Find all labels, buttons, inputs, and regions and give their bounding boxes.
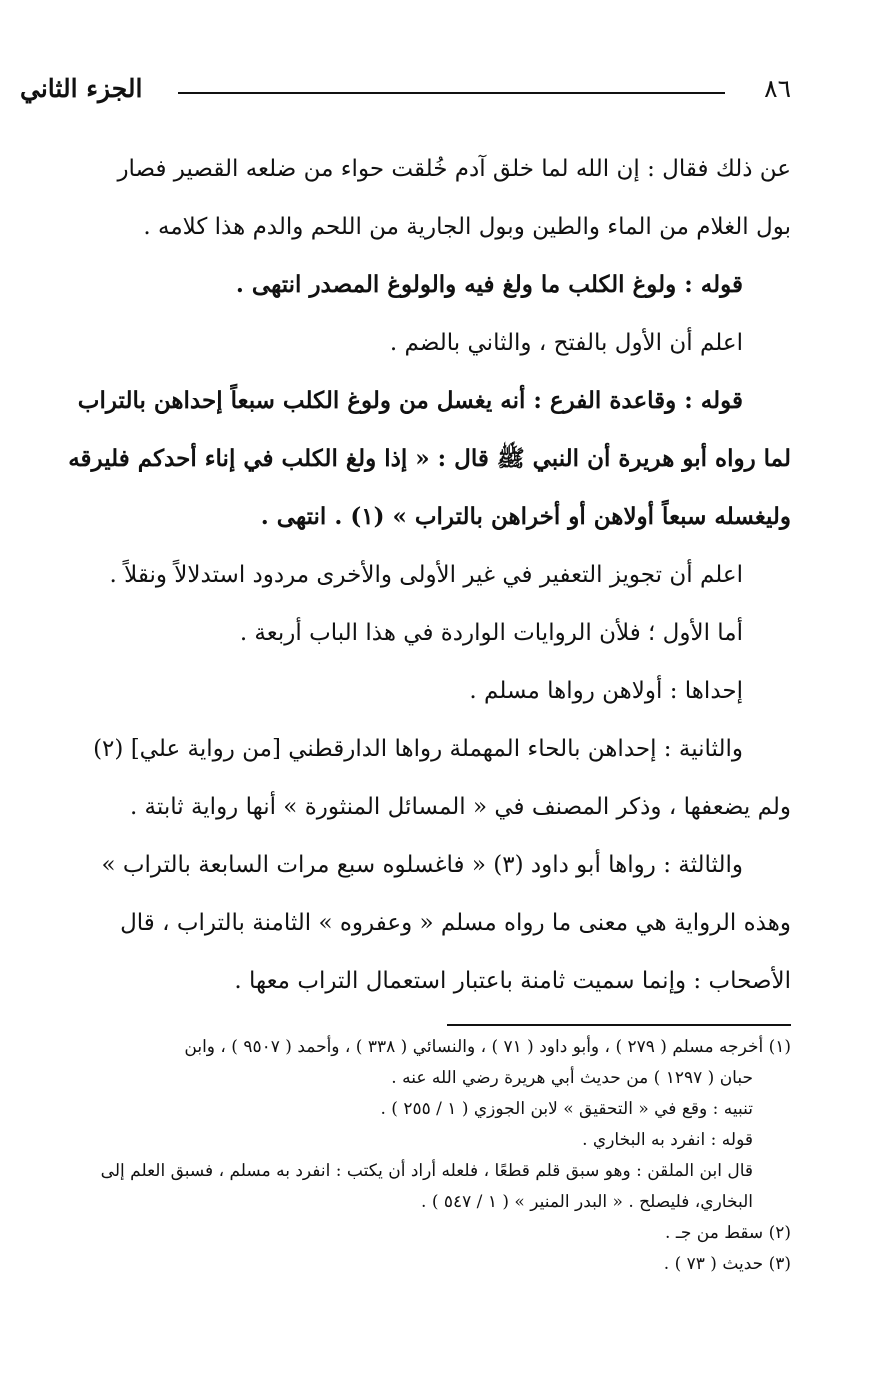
text-line: اعلم أن تجويز التعفير في غير الأولى والأخرى مردود استدلالاً ونقلاً .	[109, 562, 743, 588]
footnote-separator	[447, 1024, 791, 1026]
text-line: قوله : ولوغ الكلب ما ولغ فيه والولوغ المصدر انتهى .	[235, 271, 743, 298]
text-line: وليغسله سبعاً أولاهن أو أخراهن بالتراب » (١) . انتهى .	[260, 503, 791, 530]
footnotes	[24, 1032, 791, 1280]
footnote-line: تنبيه : وقع في « التحقيق » لابن الجوزي ( ١ / ٢٥٥ ) .	[380, 1099, 753, 1119]
text-line: لما رواه أبو هريرة أن النبي ﷺ قال : « إذا ولغ الكلب في إناء أحدكم فليرقه	[68, 445, 791, 472]
text-line: وهذه الرواية هي معنى ما رواه مسلم « وعفروه » الثامنة بالتراب ، قال	[120, 910, 791, 936]
main-text	[24, 140, 791, 1010]
text-line: عن ذلك فقال : إن الله لما خلق آدم خُلقت حواء من ضلعه القصير فصار	[117, 156, 791, 182]
text-line: والثالثة : رواها أبو داود (٣) « فاغسلوه سبع مرات السابعة بالتراب »	[101, 852, 743, 878]
footnote-line: (١) أخرجه مسلم ( ٢٧٩ ) ، وأبو داود ( ٧١ ) ، والنسائي ( ٣٣٨ ) ، وأحمد ( ٩٥٠٧ ) ، وابن	[184, 1037, 791, 1057]
header-rule	[178, 92, 725, 94]
text-line: ولم يضعفها ، وذكر المصنف في « المسائل المنثورة » أنها رواية ثابتة .	[129, 794, 791, 820]
text-line: بول الغلام من الماء والطين وبول الجارية من اللحم والدم هذا كلامه .	[143, 214, 791, 240]
text-line: قوله : وقاعدة الفرع : أنه يغسل من ولوغ الكلب سبعاً إحداهن بالتراب	[77, 387, 743, 414]
footnote-line: البخاري، فليصلح . « البدر المنير » ( ١ / ٥٤٧ ) .	[421, 1192, 753, 1212]
page-number: ٨٦	[764, 74, 791, 103]
text-line: الأصحاب : وإنما سميت ثامنة باعتبار استعمال التراب معها .	[234, 968, 791, 994]
text-line: والثانية : إحداهن بالحاء المهملة رواها الدارقطني [من رواية علي] (٢)	[93, 736, 743, 762]
text-line: أما الأول ؛ فلأن الروايات الواردة في هذا الباب أربعة .	[239, 620, 743, 646]
footnote-line: قال ابن الملقن : وهو سبق قلم قطعًا ، فلعله أراد أن يكتب : انفرد به مسلم ، فسبق العلم إلى	[100, 1161, 753, 1181]
footnote-line: قوله : انفرد به البخاري .	[582, 1130, 753, 1150]
footnote-line: (٢) سقط من جـ .	[665, 1223, 791, 1243]
text-line: إحداها : أولاهن رواها مسلم .	[469, 678, 743, 704]
footnote-line: حبان ( ١٢٩٧ ) من حديث أبي هريرة رضي الله عنه .	[391, 1068, 753, 1088]
running-title: الجزء الثاني	[20, 74, 143, 103]
text-line: اعلم أن الأول بالفتح ، والثاني بالضم .	[389, 330, 743, 356]
footnote-line: (٣) حديث ( ٧٣ ) .	[663, 1254, 791, 1274]
page-header	[20, 74, 791, 108]
